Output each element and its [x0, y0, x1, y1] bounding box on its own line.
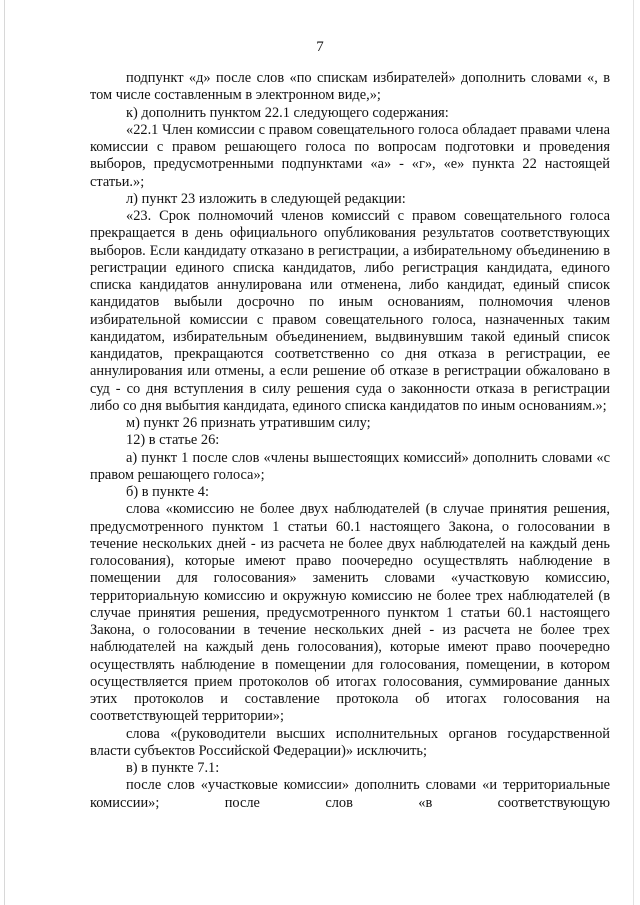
document-body: [90, 70, 610, 812]
paragraph-12: в) в пункте 7.1:: [126, 760, 220, 776]
scan-edge-left: [4, 0, 5, 905]
paragraph-13: после слов «участковые комиссии» дополнить словами «и территориальные комиссии»; после слов «в соответствующую: [90, 777, 610, 811]
paragraph-6: м) пункт 26 признать утратившим силу;: [126, 415, 371, 431]
paragraph-4: л) пункт 23 изложить в следующей редакции:: [126, 190, 406, 207]
paragraph-1: подпункт «д» после слов «по спискам избирателей» дополнить словами «, в том числе составленным в электронном виде,»;: [90, 70, 610, 104]
paragraph-5: «23. Срок полномочий членов комиссий с правом совещательного голоса прекращается в день официального опубликования результатов соответствующих выборов. Если кандидату отказано в регистрации, а избирательному объединению в регистрации единого списка кандидатов, либо регистрация кандидата, единого списка кандидатов аннулирована или отменена, либо кандидат, единый список кандидатов выбыли досрочно по иным основаниям, полномочия членов избирательной комиссии с правом совещательного голоса, назначенных таким кандидатом, избирательным объединением, выдвинувшим такой единый список кандидатов, прекращаются соответственно со дня отказа в регистрации, ее аннулирования или отмены, а если решение об отказе в регистрации обжаловано в суд - со дня вступления в силу решения суда о законности отказа в регистрации либо со дня выбытия кандидата, единого списка кандидатов по иным основаниям.»;: [90, 208, 610, 414]
paragraph-7: 12) в статье 26:: [126, 432, 220, 449]
paragraph-3: «22.1 Член комиссии с правом совещательного голоса обладает правами члена комиссии с правом решающего голоса по вопросам подготовки и проведения выборов, предусмотренными подпунктами «а» - «г», «е» пункта 22 настоящей статьи.»;: [90, 121, 610, 190]
scan-edge-right: [633, 0, 634, 905]
paragraph-8: а) пункт 1 после слов «члены вышестоящих комиссий» дополнить словами «с правом решающего голоса»;: [90, 449, 610, 483]
paragraph-9: б) в пункте 4:: [126, 484, 209, 500]
paragraph-10: слова «комиссию не более двух наблюдателей (в случае принятия решения, предусмотренного пунктом 1 статьи 60.1 настоящего Закона, о голосовании в течение нескольких дней - из расчета не более двух наблюдателей на каждый день голосования), которые имеют право поочередно осуществлять наблюдение в помещении для голосования» заменить словами «участковую комиссию, территориальную комиссию и окружную комиссию не более трех наблюдателей (в случае принятия решения, предусмотренного пунктом 1 статьи 60.1 настоящего Закона, о голосовании в течение нескольких дней - из расчета не более трех наблюдателей на каждый день голосования), которые имеют право поочередно осуществлять наблюдение в помещении для голосования, помещении, в котором осуществляется прием протоколов об итогах голосования, суммирование данных этих протоколов и составление протокола об итогах голосования на соответствующей территории»;: [90, 501, 610, 725]
paragraph-2: к) дополнить пунктом 22.1 следующего содержания:: [126, 104, 449, 121]
page-number: 7: [316, 39, 324, 55]
paragraph-11: слова «(руководители высших исполнительных органов государственной власти субъектов Российской Федерации)» исключить;: [90, 725, 610, 759]
